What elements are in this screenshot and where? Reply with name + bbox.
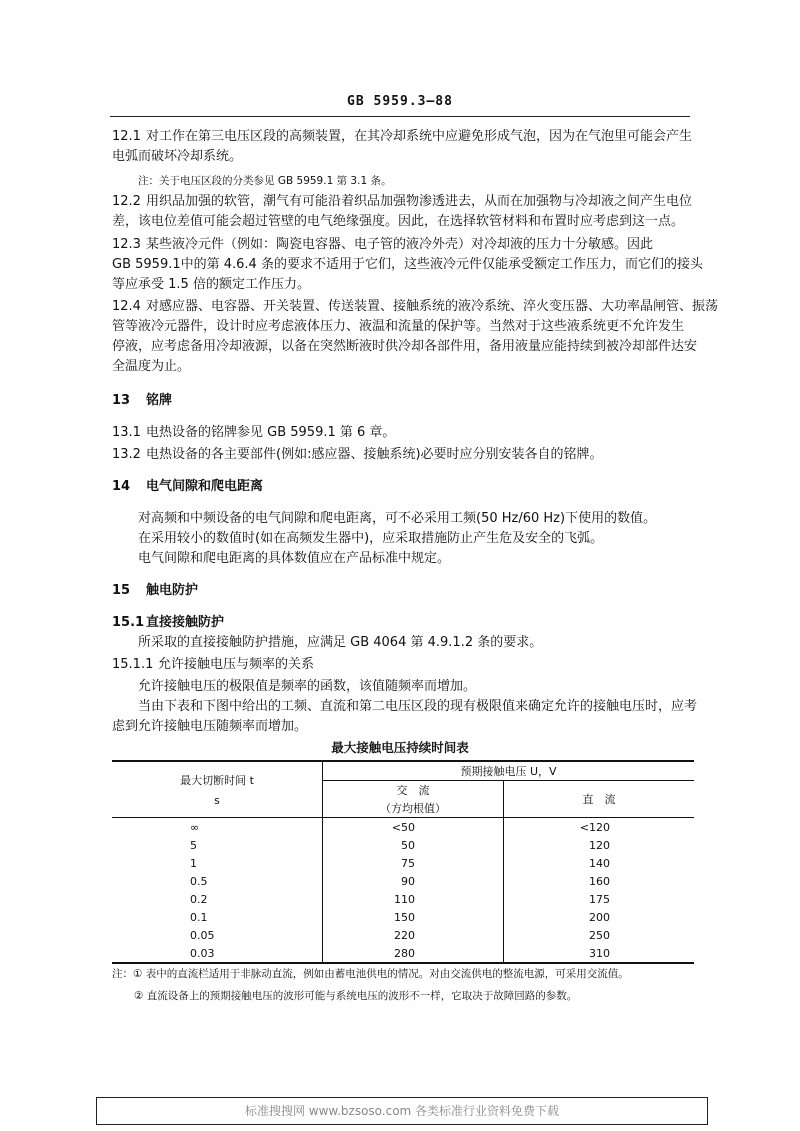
clause-12-3-cont-1: GB 5959.1中的第 4.6.4 条的要求不适用于它们，这些液冷元件仅能承受额定工作压力，而它们的接头 xyxy=(112,257,703,272)
clause-12-4-cont-1: 管等液冷元器件，设计时应考虑液体压力、液温和流量的保护等。当然对于这些液系统更不允许发生 xyxy=(112,319,685,334)
table-row: 0.03 280 310 xyxy=(112,944,694,963)
clause-12-1-note: 注：关于电压区段的分类参见 GB 5959.1 第 3.1 条。 xyxy=(138,175,392,187)
clause-12-4-cont-2: 停液，应考虑备用冷却液源，以备在突然断液时供冷却各部件用，备用液量应能持续到被冷却部件达安 xyxy=(112,339,698,354)
clause-15-1-1-heading: 15.1.1 允许接触电压与频率的关系 xyxy=(112,657,315,672)
clause-12-4-cont-3: 全温度为止。 xyxy=(112,359,191,374)
page-header: GB 5959.3—88 xyxy=(347,94,453,109)
table-row: 0.05 220 250 xyxy=(112,926,694,944)
clause-12-1-cont: 电弧而破坏冷却系统。 xyxy=(112,149,243,164)
clause-15-1-text: 所采取的直接接触防护措施，应满足 GB 4064 第 4.9.1.2 条的要求。 xyxy=(138,635,543,650)
table-row: 0.5 90 160 xyxy=(112,872,694,890)
col-header-dc: 直 流 xyxy=(504,781,695,818)
table-row: 5 50 120 xyxy=(112,836,694,854)
footer-watermark-link[interactable]: 标准搜搜网 www.bzsoso.com 各类标准行业资料免费下载 xyxy=(96,1097,708,1125)
col-header-time: 最大切断时间 t s xyxy=(112,761,323,818)
section-14-para-3: 电气间隙和爬电距离的具体数值应在产品标准中规定。 xyxy=(138,551,451,566)
table-note-2: ② 直流设备上的预期接触电压的波形可能与系统电压的波形不一样，它取决于故障回路的参数。 xyxy=(134,990,578,1002)
table-row: ∞ <50 <120 xyxy=(112,818,694,837)
clause-12-4: 12.4 对感应器、电容器、开关装置、传送装置、接触系统的液冷系统、淬火变压器、大功率晶闸管、振荡 xyxy=(112,299,719,314)
clause-13-2: 13.2 电热设备的各主要部件(例如:感应器、接触系统)必要时应分别安装各自的铭牌。 xyxy=(112,447,603,462)
table-title: 最大接触电压持续时间表 xyxy=(331,740,469,755)
section-14-para-2: 在采用较小的数值时(如在高频发生器中)，应采取措施防止产生危及安全的飞弧。 xyxy=(138,531,604,546)
clause-15-1-1-para-2: 当由下表和下图中给出的工频、直流和第二电压区段的现有极限值来确定允许的接触电压时，应考 xyxy=(138,699,698,714)
contact-voltage-table xyxy=(112,760,694,964)
clause-12-3: 12.3 某些液冷元件（例如：陶瓷电容器、电子管的液冷外壳）对冷却液的压力十分敏感。因此 xyxy=(112,237,654,252)
col-header-ac: 交 流 xyxy=(323,781,504,800)
clause-12-2-cont: 差，该电位差值可能会超过管壁的电气绝缘强度。因此，在选择软管材料和布置时应考虑到这一点。 xyxy=(112,214,685,229)
col-header-ac-rms: （方均根值） xyxy=(323,799,504,818)
clause-12-1: 12.1 对工作在第三电压区段的高频装置，在其冷却系统中应避免形成气泡，因为在气泡里可能会产生 xyxy=(112,129,693,144)
table-row: 0.1 150 200 xyxy=(112,908,694,926)
header-rule xyxy=(110,116,690,117)
section-15-heading: 15 触电防护 xyxy=(112,583,199,598)
clause-15-1-1-para-2-cont: 虑到允许接触电压随频率而增加。 xyxy=(112,719,308,734)
section-14-para-1: 对高频和中频设备的电气间隙和爬电距离，可不必采用工频(50 Hz/60 Hz)下使用的数值。 xyxy=(138,511,657,526)
table-note-1: 注：① 表中的直流栏适用于非脉动直流，例如由蓄电池供电的情况。对由交流供电的整流电源，可采用交流值。 xyxy=(112,968,629,980)
clause-13-1: 13.1 电热设备的铭牌参见 GB 5959.1 第 6 章。 xyxy=(112,425,396,440)
clause-12-2: 12.2 用织品加强的软管，潮气有可能沿着织品加强物渗透进去，从而在加强物与冷却液之间产生电位 xyxy=(112,194,693,209)
clause-12-3-cont-2: 等应承受 1.5 倍的额定工作压力。 xyxy=(112,277,310,292)
section-13-heading: 13 铭牌 xyxy=(112,393,173,408)
clause-15-1-heading: 15.1 直接接触防护 xyxy=(112,615,225,630)
table-row: 1 75 140 xyxy=(112,854,694,872)
section-14-heading: 14 电气间隙和爬电距离 xyxy=(112,479,264,494)
clause-15-1-1-para-1: 允许接触电压的极限值是频率的函数，该值随频率而增加。 xyxy=(138,679,477,694)
col-header-group: 预期接触电压 U，V xyxy=(323,761,695,781)
table-row: 0.2 110 175 xyxy=(112,890,694,908)
